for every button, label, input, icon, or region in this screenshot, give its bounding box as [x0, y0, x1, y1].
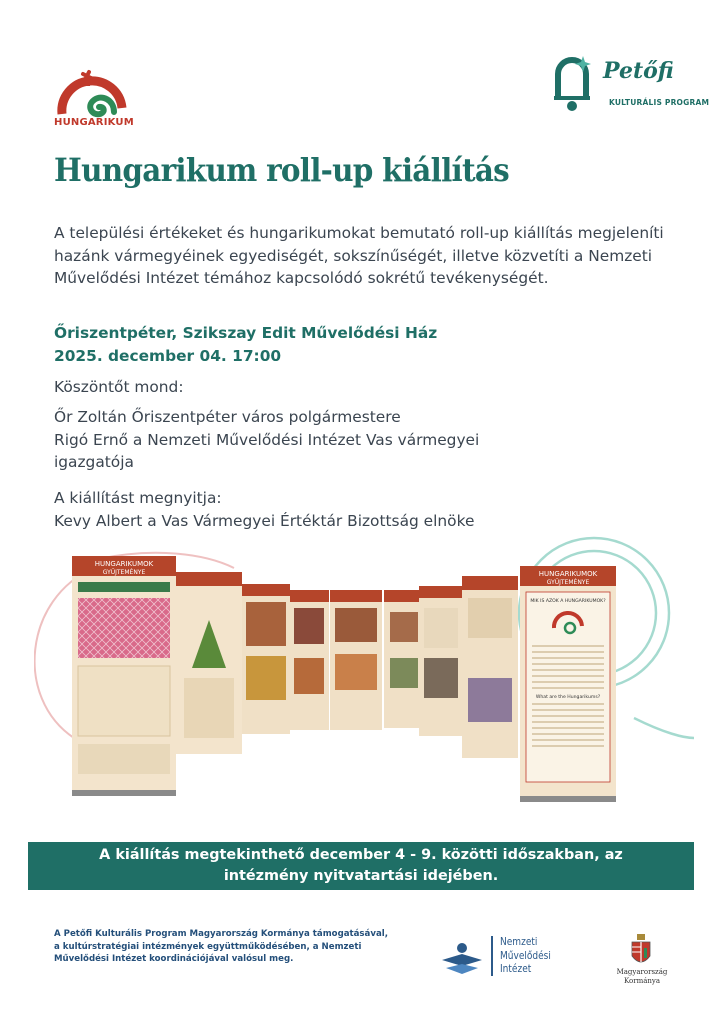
venue-and-date — [54, 322, 674, 367]
intro-paragraph: A települési értékeket és hungarikumokat bemutató roll-up kiállítás megjeleníti hazánk vármegyéinek egyediségét, sokszínűségét, illetve közvetíti a Nemzeti Művelődési Intézet témához kapcsolódó sokrétű tevékenységét. — [54, 224, 664, 287]
nmi-divider — [491, 936, 493, 976]
greeter-line: Őr Zoltán Őriszentpéter város polgármestere — [54, 408, 401, 426]
info-banner — [28, 842, 694, 890]
rollup-panel — [384, 590, 424, 728]
page-title: Hungarikum roll-up kiállítás — [54, 151, 510, 189]
nmi-logo-icon — [440, 938, 484, 978]
footer-line: Művelődési Intézet koordinációjával valósul meg. — [54, 954, 294, 964]
rollup-panel-front-left — [72, 556, 176, 796]
hungarikum-wordmark: HUNGARIKUM — [54, 117, 134, 128]
banner-line: A kiállítás megtekinthető december 4 - 9. közötti időszakban, az — [99, 847, 623, 863]
rollup-exhibition-illustration — [34, 528, 694, 818]
greeter-line: Rigó Ernő a Nemzeti Művelődési Intézet Vas vármegyei — [54, 430, 480, 449]
petofi-logo — [552, 54, 592, 116]
nmi-line-text: Művelődési — [500, 948, 551, 962]
rollup-panel — [419, 586, 463, 736]
rollup-panel — [176, 572, 242, 754]
footer-line: A Petőfi Kulturális Program Magyarország Kormánya támogatásával, — [54, 929, 388, 939]
rollup-panel — [289, 590, 329, 730]
greeting-label: Köszöntőt mond: — [54, 378, 184, 396]
gov-line-text: Kormánya — [623, 977, 661, 985]
banner-line: intézmény nyitvatartási idejében. — [223, 868, 499, 884]
rollup-heading: MIK IS AZOK A HUNGARIKUMOK? — [530, 599, 606, 604]
gov-line-text: Magyarország — [616, 968, 668, 976]
footer-text — [54, 928, 424, 966]
rollup-title-line: HUNGARIKUMOK — [538, 570, 598, 578]
event-datetime: 2025. december 04. 17:00 — [54, 346, 282, 365]
government-text — [612, 968, 672, 986]
rollup-panel — [462, 576, 518, 758]
opening-label: A kiállítást megnyitja: — [54, 489, 222, 507]
rollup-panel-front-right — [520, 566, 616, 802]
nmi-logo-text — [500, 935, 557, 976]
rollup-panel — [242, 584, 290, 734]
government-crest-icon — [630, 934, 652, 968]
rollup-panel — [330, 590, 382, 730]
rollup-title-line: GYŰJTEMÉNYE — [546, 579, 590, 586]
venue-text: Őriszentpéter, Szikszay Edit Művelődési Ház — [54, 324, 438, 342]
nmi-line-text: Intézet — [500, 962, 532, 975]
petofi-logo-name: Petőfi — [603, 58, 674, 84]
petofi-logo-subtitle: KULTURÁLIS PROGRAM — [609, 98, 710, 107]
rollup-title-line: HUNGARIKUMOK — [94, 560, 154, 568]
greeters-list — [54, 406, 674, 474]
rollup-title-line: GYŰJTEMÉNYE — [102, 569, 146, 576]
greeter-line: igazgatója — [54, 453, 134, 471]
opener-text: Kevy Albert a Vas Vármegyei Értéktár Bizottság elnöke — [54, 512, 475, 530]
rollup-subheading: What are the Hungarikums? — [535, 695, 601, 700]
nmi-line-text: Nemzeti — [500, 935, 538, 948]
footer-line: a kultúrstratégiai intézmények együttműködésében, a Nemzeti — [54, 941, 362, 952]
